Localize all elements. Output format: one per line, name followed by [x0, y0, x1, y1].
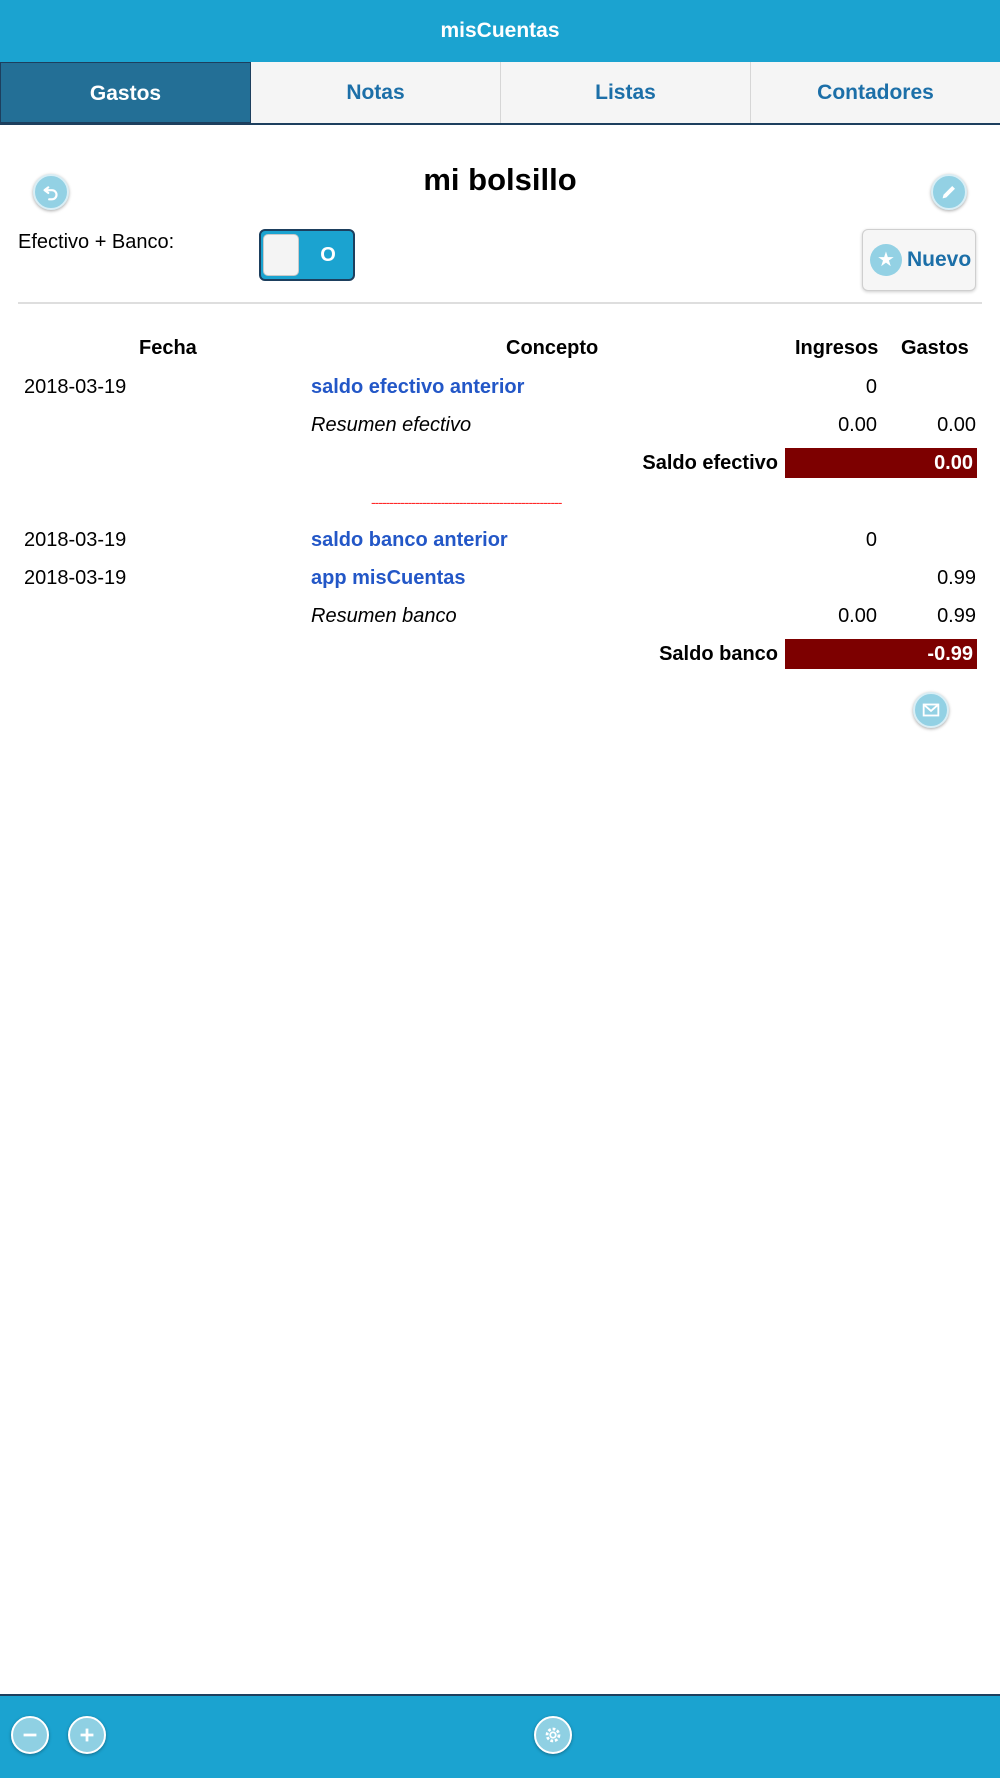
saldo-banco-value: -0.99 [785, 639, 977, 669]
saldo-banco-label: Saldo banco [659, 643, 778, 665]
edit-button[interactable] [931, 174, 967, 210]
resumen-efectivo-label: Resumen efectivo [311, 414, 472, 436]
tab-notas[interactable]: Notas [251, 62, 501, 123]
undo-icon [40, 181, 62, 203]
tab-bar [0, 62, 1000, 125]
divider [18, 302, 982, 304]
tab-listas[interactable]: Listas [501, 62, 751, 123]
saldo-efectivo-label: Saldo efectivo [642, 452, 778, 474]
settings-button[interactable] [534, 1716, 572, 1754]
minus-button[interactable] [11, 1716, 49, 1754]
mail-icon [920, 699, 942, 721]
resumen-efectivo-gastos: 0.00 [937, 414, 976, 436]
plus-icon [76, 1724, 98, 1746]
tab-gastos[interactable]: Gastos [0, 62, 251, 123]
toggle-text: O [320, 244, 336, 266]
nuevo-label: Nuevo [907, 248, 972, 271]
resumen-banco-label: Resumen banco [311, 605, 457, 627]
table-row-concepto-link[interactable]: app misCuentas [311, 567, 466, 589]
table-row-ingresos: 0 [865, 529, 877, 551]
resumen-banco-ingresos: 0.00 [838, 605, 877, 627]
header-fecha: Fecha [139, 337, 197, 359]
table-row-gastos: 0.99 [937, 567, 976, 589]
star-icon: ★ [870, 244, 902, 276]
page-title: mi bolsillo [423, 162, 577, 197]
table-row-fecha: 2018-03-19 [24, 529, 127, 551]
header-ingresos: Ingresos [795, 337, 879, 359]
app-header [0, 0, 1000, 62]
minus-icon [19, 1724, 41, 1746]
bottom-toolbar [0, 1694, 1000, 1778]
pencil-icon [938, 181, 960, 203]
efectivo-banco-toggle[interactable] [259, 229, 355, 281]
efectivo-banco-label: Efectivo + Banco: [18, 231, 175, 253]
header-gastos: Gastos [901, 337, 969, 359]
table-row-fecha: 2018-03-19 [24, 376, 127, 398]
section-separator: ---------------------------------------------------- [371, 494, 562, 510]
resumen-efectivo-ingresos: 0.00 [838, 414, 877, 436]
header-concepto: Concepto [506, 337, 599, 359]
nuevo-button[interactable] [862, 229, 976, 291]
tab-contadores[interactable]: Contadores [751, 62, 1000, 123]
back-button[interactable] [33, 174, 69, 210]
table-row-ingresos: 0 [865, 376, 877, 398]
gear-icon [542, 1724, 564, 1746]
saldo-efectivo-value: 0.00 [785, 448, 977, 478]
plus-button[interactable] [68, 1716, 106, 1754]
toggle-knob[interactable] [263, 234, 299, 276]
resumen-banco-gastos: 0.99 [937, 605, 976, 627]
table-row-concepto-link[interactable]: saldo banco anterior [311, 529, 508, 551]
table-row-fecha: 2018-03-19 [24, 567, 127, 589]
mail-button[interactable] [913, 692, 949, 728]
app-title: misCuentas [440, 19, 560, 42]
table-row-concepto-link[interactable]: saldo efectivo anterior [311, 376, 525, 398]
